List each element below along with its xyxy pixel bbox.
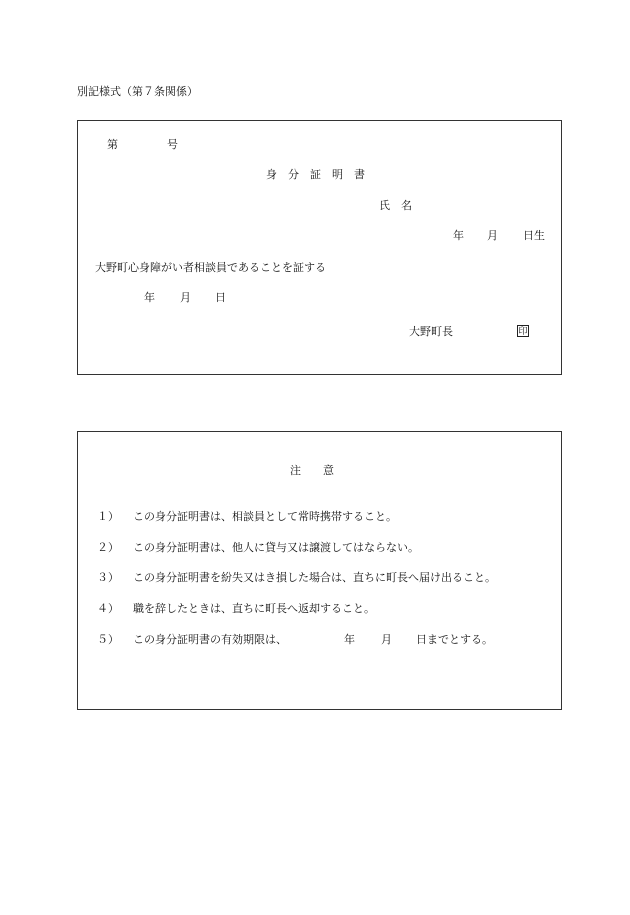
note-number: ４） bbox=[97, 602, 119, 615]
expiry-year-label: 年 bbox=[344, 633, 355, 646]
note-text: 職を辞したときは、直ちに町長へ返却すること。 bbox=[133, 602, 375, 615]
expiry-month-label: 月 bbox=[381, 633, 392, 646]
notes-box bbox=[77, 431, 562, 710]
expiry-day-label: 日までとする。 bbox=[416, 633, 493, 646]
seal-mark bbox=[517, 325, 529, 337]
note-text: この身分証明書は、他人に貸与又は譲渡してはならない。 bbox=[133, 541, 419, 554]
note-text: この身分証明書は、相談員として常時携帯すること。 bbox=[133, 510, 397, 523]
birth-month-label: 月 bbox=[487, 229, 498, 242]
issuer-name: 大野町長 bbox=[409, 325, 453, 338]
certification-statement: 大野町心身障がい者相談員であることを証する bbox=[95, 261, 326, 274]
id-card-form bbox=[77, 120, 562, 375]
number-prefix: 第 bbox=[107, 138, 118, 151]
notes-heading: 注 意 bbox=[290, 464, 334, 477]
birth-day-label: 日生 bbox=[523, 229, 545, 242]
note-text: この身分証明書を紛失又はき損した場合は、直ちに町長へ届け出ること。 bbox=[133, 571, 496, 584]
note-number: １） bbox=[97, 510, 119, 523]
note-number: ５） bbox=[97, 633, 119, 646]
issue-month-label: 月 bbox=[180, 291, 191, 304]
card-title: 身 分 証 明 書 bbox=[266, 168, 365, 181]
seal-icon: 印 bbox=[518, 327, 528, 337]
form-label: 別記様式（第７条関係） bbox=[77, 85, 198, 98]
number-suffix: 号 bbox=[167, 138, 178, 151]
name-label: 氏 名 bbox=[379, 199, 412, 212]
birth-year-label: 年 bbox=[453, 229, 464, 242]
issue-day-label: 日 bbox=[215, 291, 226, 304]
note-number: ２） bbox=[97, 541, 119, 554]
note-number: ３） bbox=[97, 571, 119, 584]
issue-year-label: 年 bbox=[144, 291, 155, 304]
note-text: この身分証明書の有効期限は、 bbox=[133, 633, 287, 646]
